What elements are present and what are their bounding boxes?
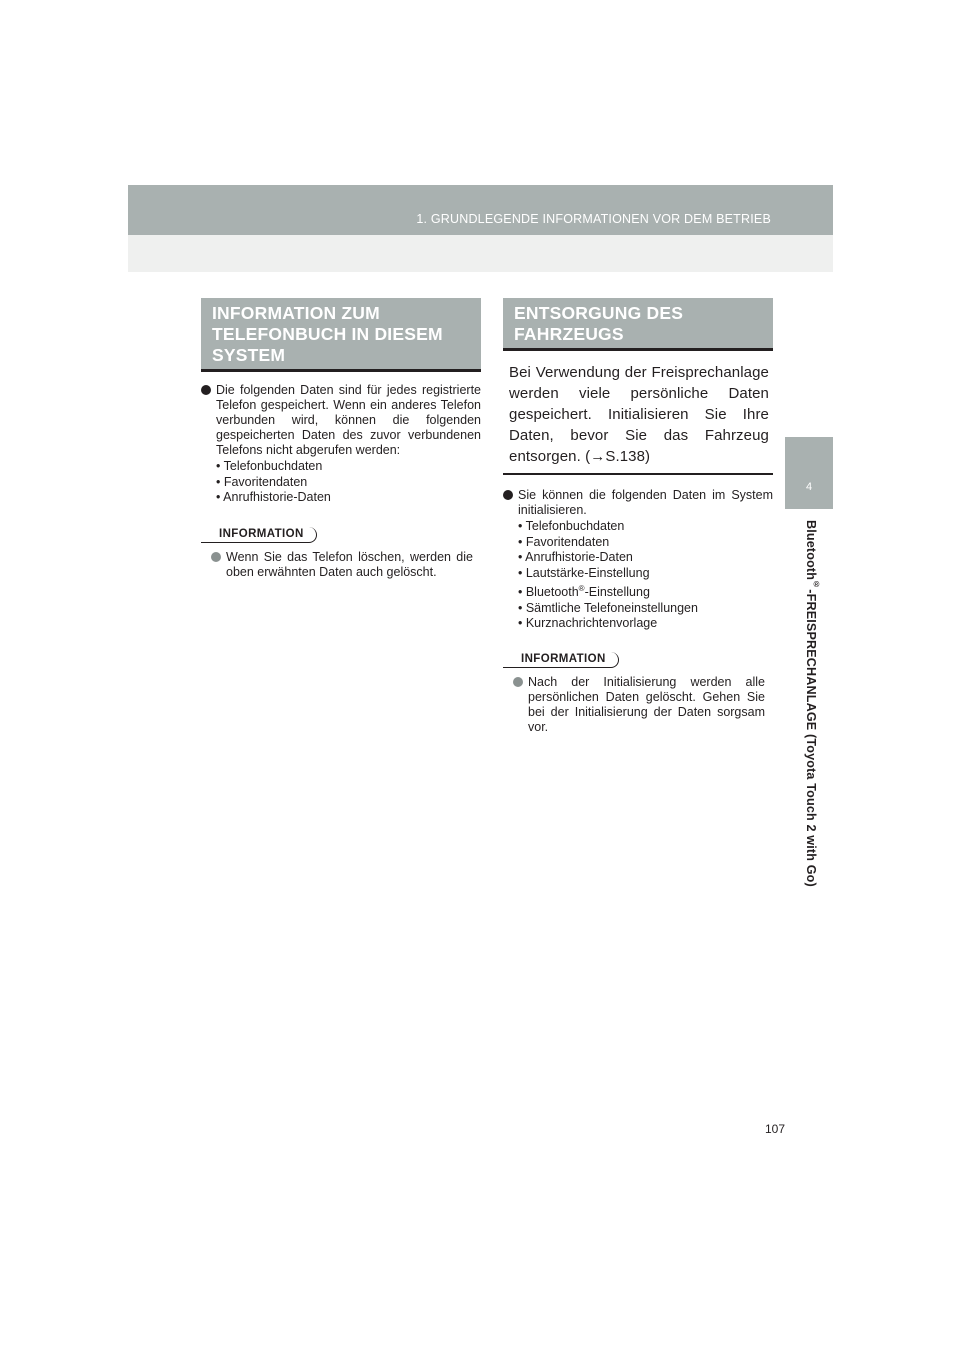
bullet-text: Die folgenden Daten sind für jedes registrierte Telefon gespeichert. Wenn ein anderes Telefon verbunden wird, können die folgenden gespeicherten Daten des zuvor verbundenen Telefons nicht abgerufen werden: [216,383,481,457]
chapter-side-title [797,520,821,890]
bullet-dot-icon [201,385,211,395]
list-item: • Telefonbuchdaten [216,459,323,473]
list-item-bluetooth [518,581,773,601]
side-title-part1: Bluetooth [803,520,818,581]
arrow-right-icon: → [590,448,606,465]
info-bullet-dot-icon [211,552,221,562]
information-label: INFORMATION [211,527,317,543]
page-reference: S.138) [605,448,651,465]
info-bullet-dot-icon [513,677,523,687]
information-bullet [211,550,473,580]
initializable-data-list [518,519,773,632]
registered-mark: ® [812,580,821,590]
side-title-part2: -FREISPRECHANLAGE (Toyota Touch 2 with Go) [803,589,818,887]
list-item: • Sämtliche Telefoneinstellungen [518,600,698,615]
chapter-number: 4 [805,481,813,493]
info-text: Wenn Sie das Telefon löschen, werden die oben erwähnten Daten auch gelöscht. [226,549,473,579]
information-label: INFORMATION [513,652,619,668]
page-number: 107 [764,1122,785,1136]
left-column [201,298,481,580]
information-block [211,550,473,580]
bt-suffix: -Einstellung [584,585,650,600]
stored-data-list [216,459,481,506]
chapter-tab [785,437,833,509]
list-item: • Kurznachrichtenvorlage [518,616,658,631]
section-heading-disposal: ENTSORGUNG DES FAHRZEUGS [503,298,773,351]
list-item: • Telefonbuchdaten [518,519,625,533]
information-bullet [513,675,765,735]
disposal-notice [503,361,773,475]
list-item: • Favoritendaten [518,534,610,549]
list-item: • Anrufhistorie-Daten [216,490,331,504]
bullet-body [216,383,481,506]
information-block [513,675,765,735]
phonebook-bullet [201,383,481,506]
section-heading-phonebook: INFORMATION ZUM TELEFONBUCH IN DIESEM SYSTEM [201,298,481,372]
info-text: Nach der Initialisierung werden alle persönlichen Daten gelöscht. Gehen Sie bei der Initialisierung der Daten sorgsam vor. [528,674,765,734]
right-column [503,298,773,735]
registered-mark: ® [578,584,585,593]
chapter-subheader-band [128,235,833,272]
info-body [226,550,473,580]
bullet-dot-icon [503,490,513,500]
chapter-header-bar [128,185,833,235]
bullet-text: Sie können die folgenden Daten im System initialisieren. [518,488,773,517]
info-body [528,675,765,735]
notice-text: Bei Verwendung der Freisprechanlage werden viele persönliche Daten gespeichert. Initialisieren Sie Ihre Daten, bevor Sie das Fahrzeug entsorgen. ( [509,364,769,465]
chapter-title: 1. GRUNDLEGENDE INFORMATIONEN VOR DEM BETRIEB [416,212,771,226]
list-item: • Anrufhistorie-Daten [518,550,633,564]
bt-prefix: • Bluetooth [518,585,579,600]
list-item: • Lautstärke-Einstellung [518,565,650,580]
initialize-bullet [503,488,773,632]
list-item: • Favoritendaten [216,474,308,489]
bullet-body [518,488,773,632]
